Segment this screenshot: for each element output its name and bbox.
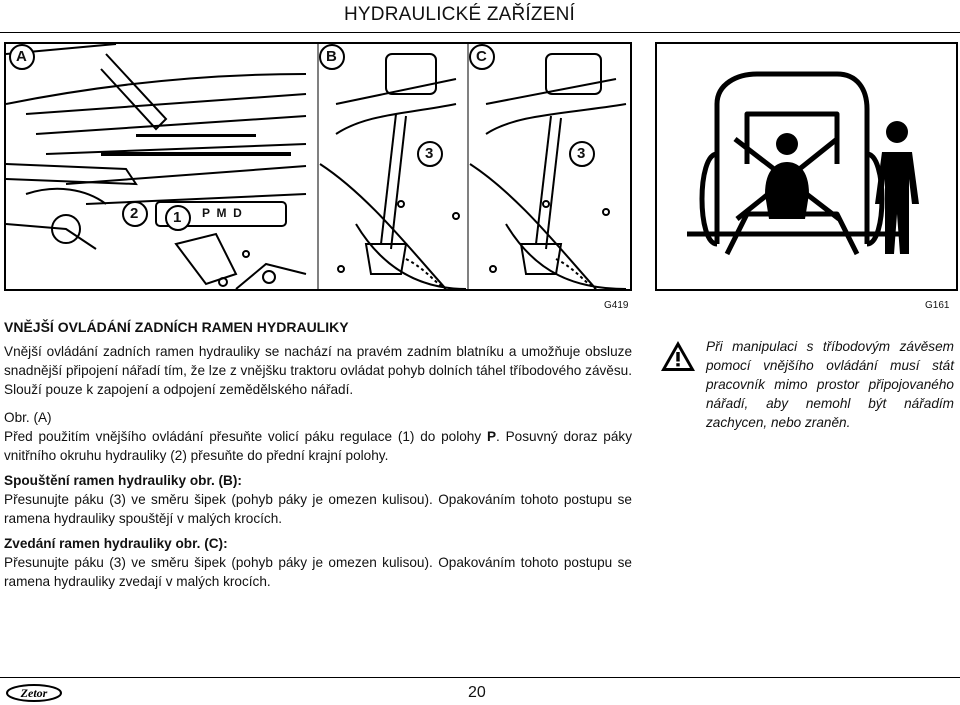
raising-heading: Zvedání ramen hydrauliky obr. (C): bbox=[4, 536, 228, 551]
figure-safety-warning bbox=[655, 42, 958, 291]
zetor-logo bbox=[6, 684, 62, 702]
intro-paragraph: Vnější ovládání zadních ramen hydrauliky se nachází na pravém zadním blatníku a umožňuje obsluze snadnější připojení nářadí tím, že lze z vnějšku traktoru ovládat pohyb dolních táhel tříbodového závěsu. Slouží pouze k zapojení a odpojení zemědělského nářadí. bbox=[4, 344, 632, 397]
footer-divider bbox=[0, 677, 960, 678]
raising-paragraph: Přesunujte páku (3) ve směru šipek (pohyb páky je omezen kulisou). Opakováním tohoto postupu se ramena hydrauliky zvedají v malých krocích. bbox=[4, 555, 632, 589]
figure-a-label: Obr. (A) bbox=[4, 410, 52, 425]
section-heading: VNĚJŠÍ OVLÁDÁNÍ ZADNÍCH RAMEN HYDRAULIKY bbox=[4, 319, 349, 335]
figure-hydraulic-controls-drawing bbox=[6, 44, 630, 289]
figure-code: G419 bbox=[604, 300, 629, 311]
panel-label-b: B bbox=[326, 48, 337, 65]
page-title: HYDRAULICKÉ ZAŘÍZENÍ bbox=[344, 4, 575, 25]
svg-text:Zetor: Zetor bbox=[20, 686, 48, 700]
panel-label-a: A bbox=[16, 48, 27, 65]
callout-3-b: 3 bbox=[425, 145, 434, 162]
figure-hydraulic-controls bbox=[4, 42, 632, 291]
warning-triangle-icon bbox=[660, 340, 696, 372]
warning-text: Při manipulaci s tříbodovým závěsem pomocí vnějšího ovládání musí stát pracovník mimo prostor připojovaného nářadí, aby nemohl být nářadím zachycen, nebo zraněn. bbox=[706, 339, 954, 430]
lowering-heading: Spouštění ramen hydrauliky obr. (B): bbox=[4, 473, 242, 488]
callout-3-c: 3 bbox=[577, 145, 586, 162]
figure-a-paragraph bbox=[4, 427, 632, 465]
main-text bbox=[4, 318, 632, 591]
callout-1: 1 bbox=[173, 209, 182, 226]
page-number: 20 bbox=[468, 684, 486, 701]
selector-marks: P M D bbox=[202, 206, 242, 220]
position-p-label: P bbox=[486, 429, 497, 444]
figure-a-text-part-1: Před použitím vnějšího ovládání přesuňte volicí páku regulace (1) do polohy bbox=[4, 429, 487, 444]
lowering-paragraph: Přesunujte páku (3) ve směru šipek (pohyb páky je omezen kulisou). Opakováním tohoto postupu se ramena hydrauliky spouštějí v malých krocích. bbox=[4, 492, 632, 526]
figure-code: G161 bbox=[925, 300, 950, 311]
no-person-between-tractor-and-implement-icon bbox=[657, 44, 956, 289]
panel-label-c: C bbox=[476, 48, 487, 65]
callout-2: 2 bbox=[130, 205, 139, 222]
figure-a-text-part-2: . Posuvný doraz páky vnitřního okruhu hydrauliky (2) přesuňte do přední krajní polohy. bbox=[4, 429, 632, 463]
header-divider bbox=[0, 32, 960, 33]
